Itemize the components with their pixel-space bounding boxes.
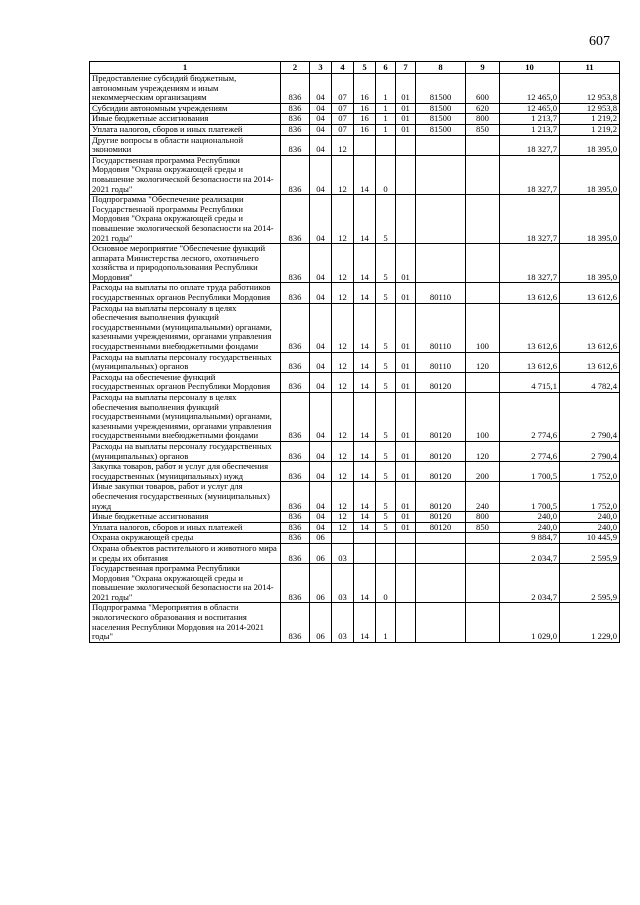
row-value-cell: 5 bbox=[376, 522, 396, 533]
row-value-cell: 18 327,7 bbox=[500, 135, 560, 155]
table-row bbox=[90, 482, 620, 512]
row-value-cell: 81500 bbox=[416, 74, 466, 104]
table-row bbox=[90, 372, 620, 392]
row-value-cell: 01 bbox=[396, 303, 416, 352]
row-value-cell: 836 bbox=[281, 512, 310, 523]
table-row bbox=[90, 462, 620, 482]
row-value-cell: 12 bbox=[332, 393, 354, 442]
table-row bbox=[90, 543, 620, 563]
row-name-cell: Расходы на выплаты персоналу в целях обеспечения выполнения функций государственными (муниципальными) органами, казенными учреждениями, органами управления государственными внебюджетными фондами bbox=[90, 393, 281, 442]
row-value-cell bbox=[466, 603, 500, 642]
table-row bbox=[90, 103, 620, 114]
row-name-cell: Расходы на выплаты персоналу государственных (муниципальных) органов bbox=[90, 441, 281, 461]
row-value-cell: 836 bbox=[281, 103, 310, 114]
row-value-cell: 836 bbox=[281, 352, 310, 372]
row-value-cell: 1 bbox=[376, 603, 396, 642]
row-name-cell: Иные закупки товаров, работ и услуг для обеспечения государственных (муниципальных) нужд bbox=[90, 482, 281, 512]
row-value-cell: 07 bbox=[332, 103, 354, 114]
row-value-cell: 836 bbox=[281, 603, 310, 642]
row-value-cell: 14 bbox=[354, 303, 376, 352]
row-value-cell: 14 bbox=[354, 352, 376, 372]
row-value-cell: 04 bbox=[310, 352, 332, 372]
row-value-cell bbox=[466, 244, 500, 283]
column-header: 11 bbox=[560, 62, 620, 74]
row-value-cell: 1 bbox=[376, 124, 396, 135]
row-value-cell bbox=[332, 533, 354, 544]
table-row bbox=[90, 283, 620, 303]
row-name-cell: Расходы на выплаты персоналу государственных (муниципальных) органов bbox=[90, 352, 281, 372]
row-value-cell: 80110 bbox=[416, 352, 466, 372]
table-row bbox=[90, 114, 620, 125]
row-value-cell bbox=[354, 135, 376, 155]
row-value-cell: 14 bbox=[354, 393, 376, 442]
row-value-cell bbox=[354, 543, 376, 563]
row-value-cell: 5 bbox=[376, 195, 396, 244]
row-value-cell: 80120 bbox=[416, 482, 466, 512]
row-value-cell: 1 752,0 bbox=[560, 462, 620, 482]
row-value-cell: 04 bbox=[310, 372, 332, 392]
row-value-cell: 12 bbox=[332, 155, 354, 194]
row-value-cell: 13 612,6 bbox=[500, 303, 560, 352]
row-value-cell: 12 465,0 bbox=[500, 74, 560, 104]
row-value-cell bbox=[416, 543, 466, 563]
row-value-cell: 14 bbox=[354, 441, 376, 461]
column-header: 2 bbox=[281, 62, 310, 74]
row-value-cell: 850 bbox=[466, 522, 500, 533]
row-value-cell: 620 bbox=[466, 103, 500, 114]
row-value-cell: 12 bbox=[332, 441, 354, 461]
column-header: 5 bbox=[354, 62, 376, 74]
row-value-cell: 836 bbox=[281, 135, 310, 155]
row-value-cell: 1 752,0 bbox=[560, 482, 620, 512]
row-value-cell bbox=[396, 603, 416, 642]
row-value-cell bbox=[416, 533, 466, 544]
row-value-cell: 80120 bbox=[416, 512, 466, 523]
row-name-cell: Расходы на выплаты персоналу в целях обеспечения выполнения функций государственными (муниципальными) органами, казенными учреждениями, органами управления государственными внебюджетными фондами bbox=[90, 303, 281, 352]
row-value-cell: 4 715,1 bbox=[500, 372, 560, 392]
row-value-cell: 5 bbox=[376, 303, 396, 352]
row-value-cell: 14 bbox=[354, 283, 376, 303]
row-value-cell: 12 bbox=[332, 462, 354, 482]
row-value-cell bbox=[466, 543, 500, 563]
row-name-cell: Уплата налогов, сборов и иных платежей bbox=[90, 124, 281, 135]
table-row bbox=[90, 244, 620, 283]
row-value-cell bbox=[466, 283, 500, 303]
row-value-cell: 01 bbox=[396, 512, 416, 523]
row-value-cell: 836 bbox=[281, 244, 310, 283]
row-value-cell: 80110 bbox=[416, 303, 466, 352]
row-value-cell: 14 bbox=[354, 512, 376, 523]
row-value-cell bbox=[396, 533, 416, 544]
row-value-cell: 04 bbox=[310, 135, 332, 155]
row-value-cell: 240 bbox=[466, 482, 500, 512]
row-value-cell: 800 bbox=[466, 114, 500, 125]
column-header: 4 bbox=[332, 62, 354, 74]
row-value-cell: 18 395,0 bbox=[560, 195, 620, 244]
row-value-cell bbox=[466, 533, 500, 544]
row-value-cell: 836 bbox=[281, 74, 310, 104]
row-value-cell bbox=[416, 244, 466, 283]
row-value-cell: 13 612,6 bbox=[500, 283, 560, 303]
row-name-cell: Охрана окружающей среды bbox=[90, 533, 281, 544]
row-name-cell: Основное мероприятие "Обеспечение функций аппарата Министерства лесного, охотничьего хозяйства и природопользования Республики Мордовия" bbox=[90, 244, 281, 283]
row-value-cell: 240,0 bbox=[500, 522, 560, 533]
row-value-cell: 1 219,2 bbox=[560, 114, 620, 125]
table-row bbox=[90, 564, 620, 603]
row-value-cell: 120 bbox=[466, 352, 500, 372]
column-header: 6 bbox=[376, 62, 396, 74]
row-value-cell: 240,0 bbox=[560, 522, 620, 533]
row-value-cell: 10 445,9 bbox=[560, 533, 620, 544]
row-value-cell: 07 bbox=[332, 114, 354, 125]
row-value-cell bbox=[376, 543, 396, 563]
row-value-cell: 01 bbox=[396, 114, 416, 125]
row-value-cell: 07 bbox=[332, 124, 354, 135]
row-value-cell: 04 bbox=[310, 244, 332, 283]
table-row bbox=[90, 195, 620, 244]
row-value-cell: 5 bbox=[376, 393, 396, 442]
row-value-cell: 12 bbox=[332, 195, 354, 244]
row-value-cell: 01 bbox=[396, 352, 416, 372]
column-header: 1 bbox=[90, 62, 281, 74]
row-name-cell: Другие вопросы в области национальной экономики bbox=[90, 135, 281, 155]
row-value-cell bbox=[376, 135, 396, 155]
row-value-cell: 16 bbox=[354, 124, 376, 135]
row-value-cell: 18 395,0 bbox=[560, 155, 620, 194]
row-value-cell: 836 bbox=[281, 114, 310, 125]
row-value-cell: 80120 bbox=[416, 393, 466, 442]
table-row bbox=[90, 533, 620, 544]
row-value-cell: 01 bbox=[396, 441, 416, 461]
row-value-cell: 12 953,8 bbox=[560, 74, 620, 104]
table-row bbox=[90, 512, 620, 523]
table-row bbox=[90, 393, 620, 442]
row-name-cell: Иные бюджетные ассигнования bbox=[90, 512, 281, 523]
row-value-cell: 240,0 bbox=[560, 512, 620, 523]
row-value-cell: 13 612,6 bbox=[560, 283, 620, 303]
row-value-cell: 2 790,4 bbox=[560, 441, 620, 461]
column-header: 3 bbox=[310, 62, 332, 74]
row-value-cell: 04 bbox=[310, 522, 332, 533]
row-value-cell: 12 bbox=[332, 512, 354, 523]
row-value-cell: 5 bbox=[376, 441, 396, 461]
row-value-cell: 836 bbox=[281, 462, 310, 482]
row-value-cell bbox=[416, 135, 466, 155]
row-value-cell: 81500 bbox=[416, 114, 466, 125]
row-value-cell: 1 213,7 bbox=[500, 124, 560, 135]
row-name-cell: Подпрограмма "Обеспечение реализации Государственной программы Республики Мордовия "Охрана окружающей среды и повышение экологической безопасности на 2014-2021 годы" bbox=[90, 195, 281, 244]
row-value-cell: 5 bbox=[376, 462, 396, 482]
row-value-cell: 5 bbox=[376, 482, 396, 512]
row-value-cell: 2 034,7 bbox=[500, 564, 560, 603]
row-value-cell: 18 327,7 bbox=[500, 195, 560, 244]
row-value-cell: 14 bbox=[354, 372, 376, 392]
row-value-cell: 1 bbox=[376, 74, 396, 104]
row-value-cell bbox=[466, 195, 500, 244]
row-value-cell: 1 213,7 bbox=[500, 114, 560, 125]
row-value-cell: 240,0 bbox=[500, 512, 560, 523]
row-value-cell: 07 bbox=[332, 74, 354, 104]
row-value-cell: 14 bbox=[354, 462, 376, 482]
row-value-cell: 120 bbox=[466, 441, 500, 461]
row-value-cell: 14 bbox=[354, 244, 376, 283]
row-name-cell: Расходы на выплаты по оплате труда работников государственных органов Республики Мордовия bbox=[90, 283, 281, 303]
row-value-cell: 01 bbox=[396, 522, 416, 533]
row-value-cell: 18 327,7 bbox=[500, 155, 560, 194]
row-value-cell: 5 bbox=[376, 244, 396, 283]
row-value-cell: 836 bbox=[281, 155, 310, 194]
row-name-cell: Охрана объектов растительного и животного мира и среды их обитания bbox=[90, 543, 281, 563]
row-value-cell bbox=[396, 135, 416, 155]
row-value-cell: 14 bbox=[354, 603, 376, 642]
row-name-cell: Предоставление субсидий бюджетным, автономным учреждениям и иным некоммерческим организациям bbox=[90, 74, 281, 104]
row-value-cell: 5 bbox=[376, 352, 396, 372]
row-value-cell: 18 395,0 bbox=[560, 244, 620, 283]
row-value-cell: 9 884,7 bbox=[500, 533, 560, 544]
row-value-cell: 836 bbox=[281, 441, 310, 461]
row-value-cell: 2 595,9 bbox=[560, 564, 620, 603]
row-name-cell: Государственная программа Республики Мордовия "Охрана окружающей среды и повышение экологической безопасности на 2014-2021 годы" bbox=[90, 564, 281, 603]
row-value-cell: 1 700,5 bbox=[500, 482, 560, 512]
row-value-cell: 2 774,6 bbox=[500, 393, 560, 442]
table-row bbox=[90, 303, 620, 352]
row-value-cell bbox=[466, 155, 500, 194]
row-value-cell: 100 bbox=[466, 303, 500, 352]
row-value-cell: 850 bbox=[466, 124, 500, 135]
row-value-cell: 12 bbox=[332, 283, 354, 303]
row-name-cell: Субсидии автономным учреждениям bbox=[90, 103, 281, 114]
row-value-cell: 01 bbox=[396, 124, 416, 135]
row-value-cell: 14 bbox=[354, 482, 376, 512]
row-value-cell: 06 bbox=[310, 603, 332, 642]
table-row bbox=[90, 352, 620, 372]
row-value-cell: 0 bbox=[376, 155, 396, 194]
row-value-cell: 800 bbox=[466, 512, 500, 523]
row-value-cell: 04 bbox=[310, 114, 332, 125]
row-value-cell: 14 bbox=[354, 522, 376, 533]
row-value-cell: 80110 bbox=[416, 283, 466, 303]
row-value-cell: 01 bbox=[396, 462, 416, 482]
row-value-cell bbox=[354, 533, 376, 544]
row-value-cell: 81500 bbox=[416, 103, 466, 114]
row-value-cell: 12 bbox=[332, 352, 354, 372]
row-value-cell bbox=[416, 195, 466, 244]
column-header: 9 bbox=[466, 62, 500, 74]
page-number: 607 bbox=[589, 34, 610, 49]
row-value-cell: 836 bbox=[281, 482, 310, 512]
row-value-cell: 13 612,6 bbox=[560, 303, 620, 352]
row-name-cell: Государственная программа Республики Мордовия "Охрана окружающей среды и повышение экологической безопасности на 2014-2021 годы" bbox=[90, 155, 281, 194]
row-value-cell: 14 bbox=[354, 195, 376, 244]
table-row bbox=[90, 155, 620, 194]
row-value-cell: 81500 bbox=[416, 124, 466, 135]
row-value-cell: 04 bbox=[310, 441, 332, 461]
row-value-cell: 01 bbox=[396, 74, 416, 104]
row-value-cell: 836 bbox=[281, 522, 310, 533]
row-value-cell: 2 595,9 bbox=[560, 543, 620, 563]
row-value-cell: 2 034,7 bbox=[500, 543, 560, 563]
row-value-cell: 1 700,5 bbox=[500, 462, 560, 482]
row-value-cell: 12 953,8 bbox=[560, 103, 620, 114]
row-value-cell: 04 bbox=[310, 283, 332, 303]
row-value-cell bbox=[396, 155, 416, 194]
row-value-cell: 12 bbox=[332, 303, 354, 352]
row-value-cell: 12 bbox=[332, 135, 354, 155]
row-value-cell: 600 bbox=[466, 74, 500, 104]
row-value-cell: 1 229,0 bbox=[560, 603, 620, 642]
row-value-cell: 1 219,2 bbox=[560, 124, 620, 135]
row-value-cell: 01 bbox=[396, 283, 416, 303]
header-row bbox=[90, 62, 620, 74]
row-value-cell: 18 395,0 bbox=[560, 135, 620, 155]
row-value-cell: 16 bbox=[354, 114, 376, 125]
row-value-cell bbox=[466, 135, 500, 155]
table-row bbox=[90, 441, 620, 461]
row-value-cell: 16 bbox=[354, 103, 376, 114]
table-row bbox=[90, 522, 620, 533]
row-value-cell: 06 bbox=[310, 533, 332, 544]
row-value-cell: 80120 bbox=[416, 372, 466, 392]
row-value-cell: 4 782,4 bbox=[560, 372, 620, 392]
row-value-cell: 04 bbox=[310, 303, 332, 352]
row-value-cell bbox=[416, 155, 466, 194]
row-value-cell: 04 bbox=[310, 195, 332, 244]
row-value-cell bbox=[416, 564, 466, 603]
row-value-cell: 04 bbox=[310, 482, 332, 512]
row-value-cell: 16 bbox=[354, 74, 376, 104]
row-value-cell: 13 612,6 bbox=[500, 352, 560, 372]
row-value-cell: 01 bbox=[396, 244, 416, 283]
row-value-cell bbox=[376, 533, 396, 544]
row-value-cell: 80120 bbox=[416, 441, 466, 461]
row-value-cell: 06 bbox=[310, 543, 332, 563]
row-value-cell: 5 bbox=[376, 372, 396, 392]
table-row bbox=[90, 74, 620, 104]
table-row bbox=[90, 603, 620, 642]
row-value-cell: 836 bbox=[281, 543, 310, 563]
row-value-cell: 2 790,4 bbox=[560, 393, 620, 442]
row-value-cell: 12 bbox=[332, 372, 354, 392]
row-value-cell: 836 bbox=[281, 303, 310, 352]
row-value-cell: 100 bbox=[466, 393, 500, 442]
row-value-cell: 2 774,6 bbox=[500, 441, 560, 461]
row-value-cell: 12 465,0 bbox=[500, 103, 560, 114]
row-value-cell: 836 bbox=[281, 533, 310, 544]
row-value-cell: 18 327,7 bbox=[500, 244, 560, 283]
row-value-cell: 836 bbox=[281, 124, 310, 135]
row-value-cell bbox=[396, 195, 416, 244]
row-value-cell: 200 bbox=[466, 462, 500, 482]
row-value-cell bbox=[466, 372, 500, 392]
row-value-cell: 03 bbox=[332, 603, 354, 642]
row-value-cell: 0 bbox=[376, 564, 396, 603]
row-value-cell: 5 bbox=[376, 512, 396, 523]
row-value-cell: 04 bbox=[310, 393, 332, 442]
row-value-cell: 80120 bbox=[416, 522, 466, 533]
column-header: 8 bbox=[416, 62, 466, 74]
row-value-cell: 836 bbox=[281, 564, 310, 603]
table-row bbox=[90, 124, 620, 135]
row-value-cell: 80120 bbox=[416, 462, 466, 482]
row-value-cell: 06 bbox=[310, 564, 332, 603]
row-value-cell bbox=[396, 564, 416, 603]
row-name-cell: Уплата налогов, сборов и иных платежей bbox=[90, 522, 281, 533]
row-value-cell: 12 bbox=[332, 522, 354, 533]
row-value-cell: 836 bbox=[281, 195, 310, 244]
table-row bbox=[90, 135, 620, 155]
row-value-cell: 03 bbox=[332, 543, 354, 563]
budget-table bbox=[89, 61, 620, 643]
row-value-cell: 04 bbox=[310, 74, 332, 104]
row-name-cell: Подпрограмма "Мероприятия в области экологического образования и воспитания населения Республики Мордовия на 2014-2021 годы" bbox=[90, 603, 281, 642]
row-value-cell: 836 bbox=[281, 283, 310, 303]
row-value-cell: 01 bbox=[396, 372, 416, 392]
row-value-cell: 04 bbox=[310, 155, 332, 194]
column-header: 10 bbox=[500, 62, 560, 74]
row-value-cell: 01 bbox=[396, 393, 416, 442]
row-name-cell: Расходы на обеспечение функций государственных органов Республики Мордовия bbox=[90, 372, 281, 392]
row-value-cell: 01 bbox=[396, 482, 416, 512]
row-value-cell: 1 029,0 bbox=[500, 603, 560, 642]
row-value-cell: 1 bbox=[376, 103, 396, 114]
row-value-cell: 12 bbox=[332, 482, 354, 512]
row-value-cell: 14 bbox=[354, 564, 376, 603]
column-header: 7 bbox=[396, 62, 416, 74]
row-value-cell: 14 bbox=[354, 155, 376, 194]
row-value-cell: 1 bbox=[376, 114, 396, 125]
row-value-cell: 04 bbox=[310, 512, 332, 523]
row-value-cell: 04 bbox=[310, 462, 332, 482]
row-value-cell bbox=[466, 564, 500, 603]
row-value-cell: 13 612,6 bbox=[560, 352, 620, 372]
row-value-cell: 01 bbox=[396, 103, 416, 114]
row-value-cell: 12 bbox=[332, 244, 354, 283]
row-value-cell: 04 bbox=[310, 124, 332, 135]
row-value-cell: 836 bbox=[281, 372, 310, 392]
row-name-cell: Закупка товаров, работ и услуг для обеспечения государственных (муниципальных) нужд bbox=[90, 462, 281, 482]
row-value-cell: 03 bbox=[332, 564, 354, 603]
row-value-cell bbox=[416, 603, 466, 642]
row-name-cell: Иные бюджетные ассигнования bbox=[90, 114, 281, 125]
row-value-cell: 04 bbox=[310, 103, 332, 114]
row-value-cell: 836 bbox=[281, 393, 310, 442]
row-value-cell bbox=[396, 543, 416, 563]
row-value-cell: 5 bbox=[376, 283, 396, 303]
